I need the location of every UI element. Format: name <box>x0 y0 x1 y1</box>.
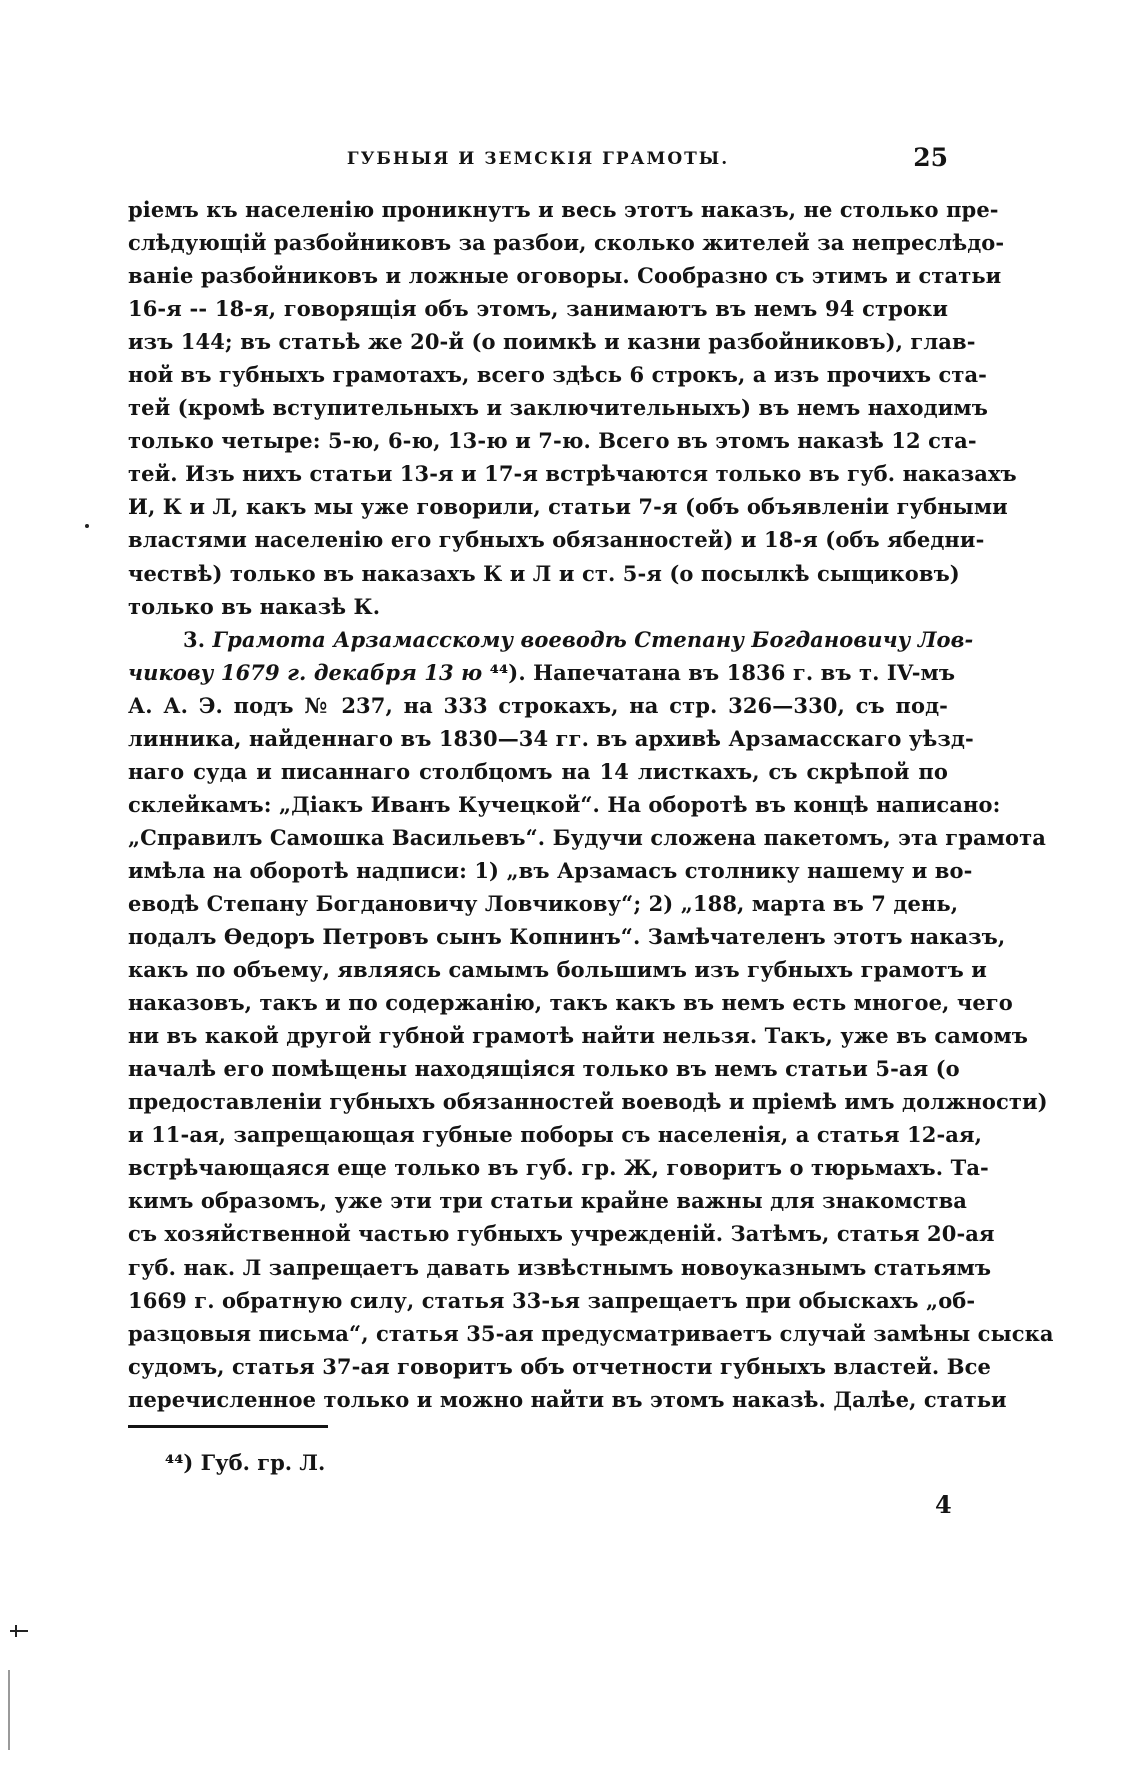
text-line: 1669 г. обратную силу, статья 33-ья запрещаетъ при обыскахъ „об- <box>128 1287 976 1313</box>
text-fragment: ⁴⁴). Напечатана въ 1836 г. въ т. IV-мъ <box>482 659 956 685</box>
text-line: началѣ его помѣщены находящіяся только въ немъ статьи 5-ая (о <box>128 1056 960 1082</box>
text-line: И, К и Л, какъ мы уже говорили, статьи 7-я (объ объявленіи губными <box>128 494 1008 520</box>
text-line: наказовъ, такъ и по содержанію, такъ какъ въ немъ есть многое, чего <box>128 990 1013 1016</box>
text-line: съ хозяйственной частью губныхъ учрежденій. Затѣмъ, статья 20-ая <box>128 1221 995 1247</box>
running-head <box>128 143 948 175</box>
text-line: 16-я -- 18-я, говорящія объ этомъ, занимаютъ въ немъ 94 строки <box>128 296 948 322</box>
text-line: тей (кромѣ вступительныхъ и заключительныхъ) въ немъ находимъ <box>128 395 988 421</box>
text-line: А. А. Э. подъ № 237, на 333 строкахъ, на стр. 326—330, съ под- <box>128 692 948 718</box>
footnote-rule <box>128 1425 328 1428</box>
paragraph-number: 3. <box>183 626 213 652</box>
text-line: и 11-ая, запрещающая губные поборы съ населенія, а статья 12-ая, <box>128 1122 983 1148</box>
footnote: ⁴⁴) Губ. гр. Л. <box>165 1450 326 1475</box>
body-text <box>128 193 1054 1416</box>
text-line: слѣдующій разбойниковъ за разбои, сколько жителей за непреслѣдо- <box>128 230 1005 256</box>
text-line: ріемъ къ населенію проникнутъ и весь этотъ наказъ, не столько пре- <box>128 197 999 222</box>
text-line: властями населенію его губныхъ обязанностей) и 18-я (объ ябедни- <box>128 527 985 553</box>
text-line: еводѣ Степану Богдановичу Ловчикову“; 2) „188, марта въ 7 день, <box>128 890 959 916</box>
text-line: ни въ какой другой губной грамотѣ найти нельзя. Такъ, уже въ самомъ <box>128 1023 1028 1049</box>
text-line: разцовыя письма“, статья 35-ая предусматриваетъ случай замѣны сыска <box>128 1320 1054 1346</box>
text-line: какъ по объему, являясь самымъ большимъ изъ губныхъ грамотъ и <box>128 957 987 983</box>
text-line: только четыре: 5-ю, 6-ю, 13-ю и 7-ю. Всего въ этомъ наказѣ 12 ста- <box>128 428 977 454</box>
text-line: наго суда и писаннаго столбцомъ на 14 листкахъ, съ скрѣпой по <box>128 758 948 784</box>
margin-dot <box>85 524 89 528</box>
margin-scan-line <box>8 1670 10 1750</box>
text-line: линника, найденнаго въ 1830—34 гг. въ архивѣ Арзамасскаго уѣзд- <box>128 725 974 751</box>
text-line <box>128 656 956 689</box>
page-number: 25 <box>913 143 948 172</box>
signature-mark: 4 <box>935 1490 952 1519</box>
text-line: имѣла на оборотѣ надписи: 1) „въ Арзамасъ столнику нашему и во- <box>128 857 973 883</box>
margin-scan-mark <box>10 1630 28 1632</box>
margin-scan-mark <box>15 1625 17 1637</box>
text-line: „Справилъ Самошка Васильевъ“. Будучи сложена пакетомъ, эта грамота <box>128 824 1046 850</box>
text-line: ваніе разбойниковъ и ложные оговоры. Сообразно съ этимъ и статьи <box>128 263 1002 289</box>
document-title-italic: Грамота Арзамасскому воеводѣ Степану Богдановичу Лов- <box>212 626 974 652</box>
text-line: только въ наказѣ К. <box>128 593 381 619</box>
text-line: губ. нак. Л запрещаетъ давать извѣстнымъ новоуказнымъ статьямъ <box>128 1254 992 1280</box>
text-line: изъ 144; въ статьѣ же 20-й (о поимкѣ и казни разбойниковъ), глав- <box>128 329 976 355</box>
text-line: встрѣчающаяся еще только въ губ. гр. Ж, говоритъ о тюрьмахъ. Та- <box>128 1155 989 1181</box>
text-line: склейкамъ: „Діакъ Иванъ Кучецкой“. На оборотѣ въ концѣ написано: <box>128 791 1001 817</box>
text-line: кимъ образомъ, уже эти три статьи крайне важны для знакомства <box>128 1188 967 1214</box>
text-line: ной въ губныхъ грамотахъ, всего здѣсь 6 строкъ, а изъ прочихъ ста- <box>128 362 987 388</box>
text-line: тей. Изъ нихъ статьи 13-я и 17-я встрѣчаются только въ губ. наказахъ <box>128 461 1017 487</box>
text-line: перечисленное только и можно найти въ этомъ наказѣ. Далѣе, статьи <box>128 1386 1007 1412</box>
running-title: ГУБНЫЯ И ЗЕМСКІЯ ГРАМОТЫ. <box>346 149 730 169</box>
text-line: судомъ, статья 37-ая говоритъ объ отчетности губныхъ властей. Все <box>128 1353 991 1379</box>
text-line: предоставленіи губныхъ обязанностей воеводѣ и пріемѣ имъ должности) <box>128 1089 1048 1115</box>
text-line: подалъ Ѳедоръ Петровъ сынъ Копнинъ“. Замѣчателенъ этотъ наказъ, <box>128 924 1006 950</box>
text-line: чествѣ) только въ наказахъ К и Л и ст. 5-я (о посылкѣ сыщиковъ) <box>128 560 960 586</box>
paragraph-heading-line <box>128 623 974 656</box>
document-title-italic: чикову 1679 г. декабря 13 ю <box>128 659 483 685</box>
